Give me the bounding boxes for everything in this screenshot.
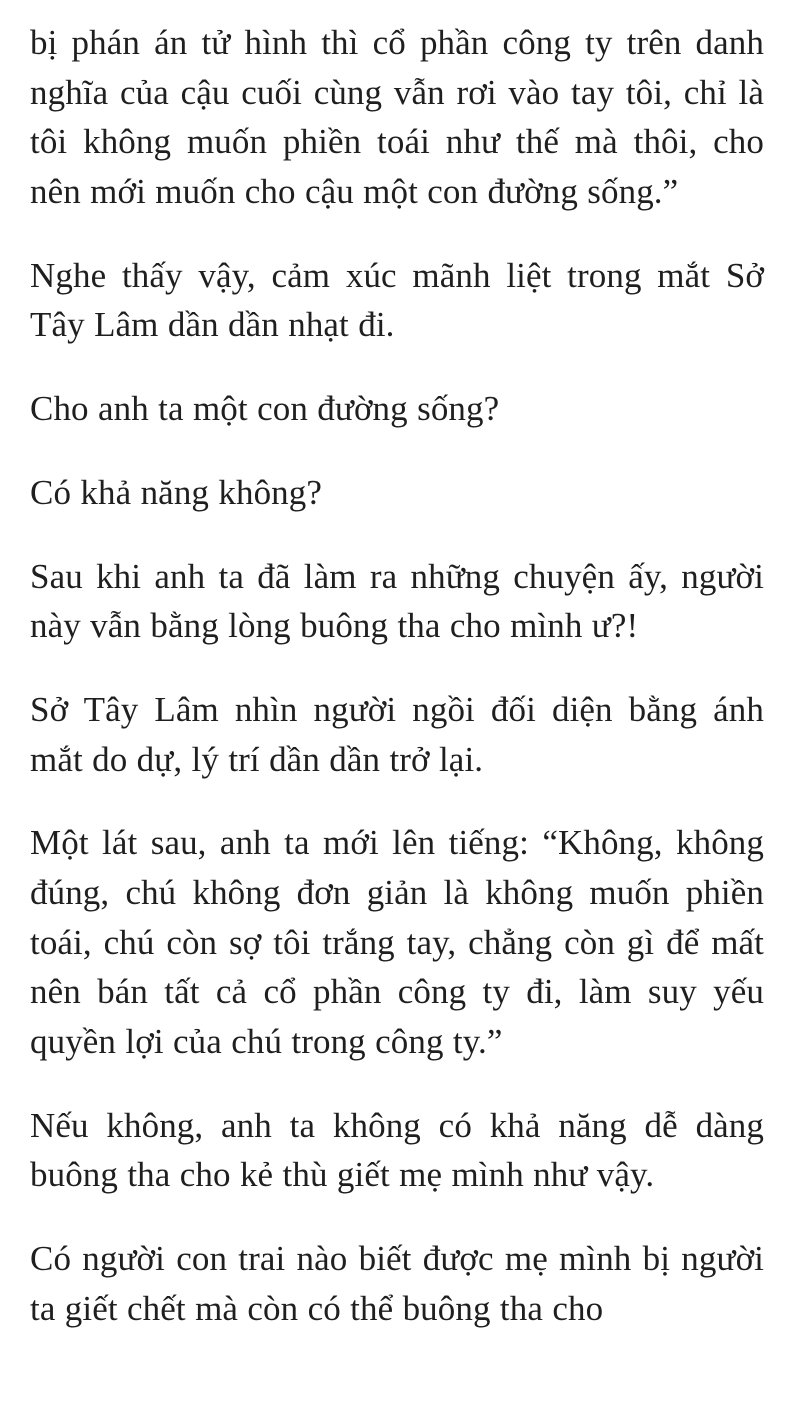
paragraph: Một lát sau, anh ta mới lên tiếng: “Không, không đúng, chú không đơn giản là không muốn phiền toái, chú còn sợ tôi trắng tay, chẳng còn gì để mất nên bán tất cả cổ phần công ty đi, làm suy yếu quyền lợi của chú trong công ty.” <box>30 823 764 1061</box>
paragraph: Nghe thấy vậy, cảm xúc mãnh liệt trong mắt Sở Tây Lâm dần dần nhạt đi. <box>30 255 764 345</box>
paragraph: Có người con trai nào biết được mẹ mình bị người ta giết chết mà còn có thể buông tha cho <box>30 1239 764 1328</box>
paragraph: Có khả năng không? <box>30 472 322 512</box>
paragraph: bị phán án tử hình thì cổ phần công ty trên danh nghĩa của cậu cuối cùng vẫn rơi vào tay tôi, chỉ là tôi không muốn phiền toái như thế mà thôi, cho nên mới muốn cho cậu một con đường sống.” <box>30 23 764 212</box>
paragraph: Sau khi anh ta đã làm ra những chuyện ấy, người này vẫn bằng lòng buông tha cho mình ư?! <box>30 556 764 646</box>
paragraph: Sở Tây Lâm nhìn người ngồi đối diện bằng ánh mắt do dự, lý trí dần dần trở lại. <box>30 689 764 779</box>
paragraph: Cho anh ta một con đường sống? <box>30 389 500 429</box>
paragraph: Nếu không, anh ta không có khả năng dễ dàng buông tha cho kẻ thù giết mẹ mình như vậy. <box>30 1105 764 1195</box>
